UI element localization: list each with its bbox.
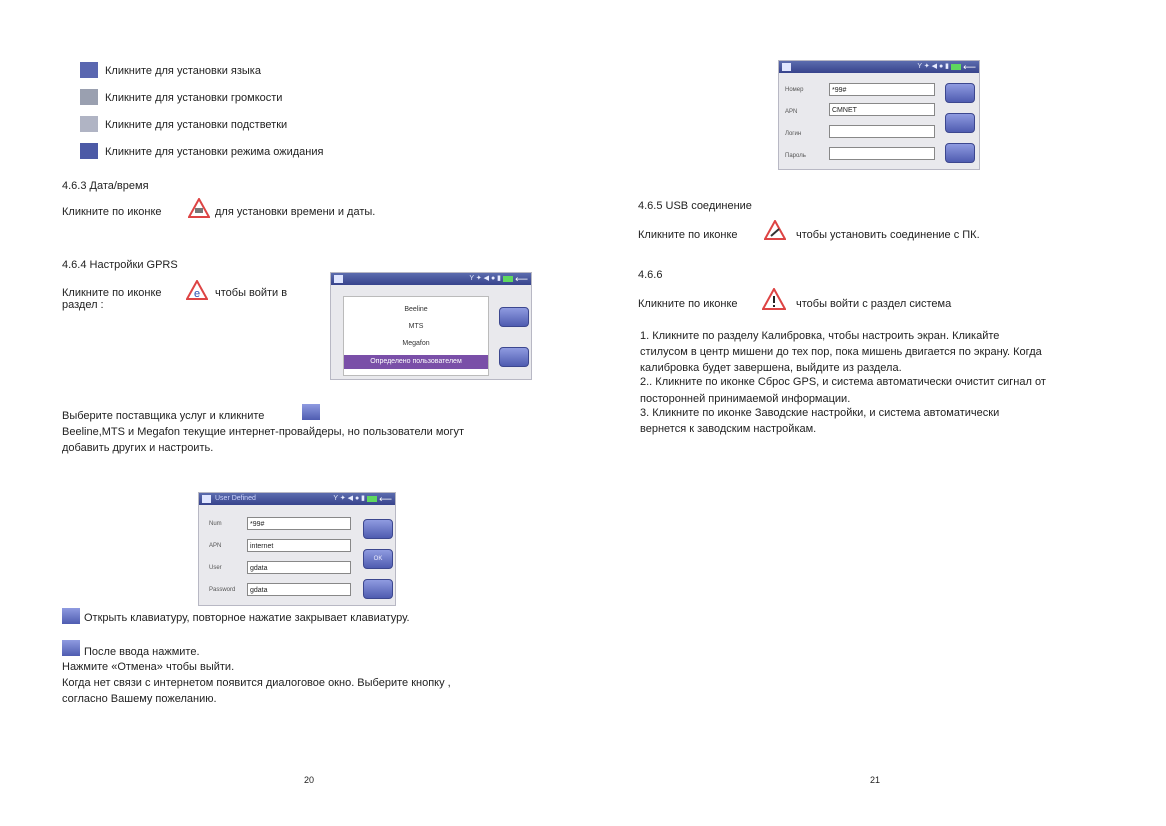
next-button[interactable] (499, 347, 529, 367)
edit-button[interactable] (499, 307, 529, 327)
home-icon (782, 63, 791, 71)
field-label: Номер (785, 87, 804, 93)
screenshot-titlebar (779, 61, 979, 73)
screen-title: User Defined (215, 495, 256, 502)
back-icon: ⟵ (963, 62, 976, 72)
svg-text:e: e (193, 288, 201, 300)
apn-field[interactable]: CMNET (829, 103, 935, 116)
field-label: Password (209, 587, 236, 593)
cancel-text: Нажмите «Отмена» чтобы выйти. (62, 661, 235, 673)
usb-icon (764, 220, 786, 240)
home-icon (202, 495, 211, 503)
provider-item[interactable]: MTS (408, 323, 424, 330)
status-icons: Y ✦ ◀ ● ▮ (469, 275, 501, 282)
cancel-button[interactable] (363, 579, 393, 599)
russian-form-screenshot (778, 60, 980, 170)
instruction-line: вернется к заводским настройкам. (640, 423, 817, 435)
screenshot-titlebar (331, 273, 531, 285)
datetime-text-after: для установки времени и даты. (215, 206, 376, 218)
instruction-line: стилусом в центр мишени до тех пор, пока мишень двигается по экрану. Когда (640, 346, 1042, 358)
keyboard-icon (62, 608, 80, 624)
ok-small-icon (62, 640, 80, 656)
after-input-text: После ввода нажмите. (84, 646, 200, 658)
warning-icon (762, 288, 786, 310)
standby-icon (80, 143, 98, 159)
field-label: APN (209, 543, 222, 549)
page-number-right: 21 (870, 775, 881, 785)
keyboard-button[interactable] (945, 83, 975, 103)
provider-item-selected[interactable]: Определено пользователем (344, 355, 488, 369)
edit-small-icon (302, 404, 320, 420)
icon-item-text: Кликните для установки языка (105, 65, 261, 77)
icon-item-text: Кликните для установки громкости (105, 92, 283, 104)
backlight-icon (80, 116, 98, 132)
battery-icon (951, 64, 961, 70)
gprs-text-line2: раздел : (62, 299, 104, 311)
system-text-before: Кликните по иконке (638, 298, 738, 310)
status-icons: Y ✦ ◀ ● ▮ (333, 495, 365, 502)
ok-button[interactable]: OK (363, 549, 393, 569)
language-icon (80, 62, 98, 78)
screenshot-titlebar (199, 493, 395, 505)
provider-screenshot (330, 272, 532, 380)
back-icon: ⟵ (379, 494, 392, 504)
number-field[interactable]: *99# (829, 83, 935, 96)
volume-icon (80, 89, 98, 105)
user-defined-screenshot (198, 492, 396, 606)
login-field[interactable] (829, 125, 935, 138)
instruction-line: калибровка будет завершена, выйдите из раздела. (640, 362, 902, 374)
instruction-line: посторонней принимаемой информации. (640, 393, 851, 405)
num-field[interactable]: *99# (247, 517, 351, 530)
battery-icon (367, 496, 377, 502)
instruction-line: 1. Кликните по разделу Калибровка, чтобы настроить экран. Кликайте (640, 330, 1000, 342)
keyboard-text: Открыть клавиатуру, повторное нажатие закрывает клавиатуру. (84, 612, 410, 624)
provider-list (343, 296, 489, 376)
cancel-button[interactable] (945, 143, 975, 163)
icon-item-text: Кликните для установки подстветки (105, 119, 288, 131)
field-label: APN (785, 109, 798, 115)
field-label: Логин (785, 131, 802, 137)
field-label: User (209, 565, 222, 571)
providers-text: Beeline,MTS и Megafon текущие интернет-провайдеры, но пользователи могут (62, 426, 465, 438)
apn-field[interactable]: internet (247, 539, 351, 552)
system-text-after: чтобы войти с раздел система (796, 298, 952, 310)
section-title-datetime: 4.6.3 Дата/время (62, 180, 149, 192)
datetime-icon (188, 198, 210, 218)
no-connection-text-2: согласно Вашему пожеланию. (62, 693, 217, 705)
home-icon (334, 275, 343, 283)
password-field[interactable]: gdata (247, 583, 351, 596)
provider-item[interactable]: Megafon (402, 340, 430, 347)
no-connection-text: Когда нет связи с интернетом появится диалоговое окно. Выберите кнопку , (62, 677, 451, 689)
usb-text-before: Кликните по иконке (638, 229, 738, 241)
password-field[interactable] (829, 147, 935, 160)
provider-item[interactable]: Beeline (404, 306, 428, 313)
user-field[interactable]: gdata (247, 561, 351, 574)
ok-button[interactable] (945, 113, 975, 133)
usb-text-after: чтобы установить соединение с ПК. (796, 229, 980, 241)
instruction-line: 3. Кликните по иконке Заводские настройки, и система автоматически (640, 407, 1000, 419)
providers-text-2: добавить других и настроить. (62, 442, 214, 454)
gprs-icon (186, 280, 208, 300)
field-label: Num (209, 521, 222, 527)
page-number-left: 20 (304, 775, 315, 785)
field-label: Пароль (785, 153, 806, 159)
section-title-system: 4.6.6 (638, 269, 663, 281)
gprs-text-after: чтобы войти в (215, 287, 288, 299)
section-title-usb: 4.6.5 USB соединение (638, 200, 752, 212)
status-icons: Y ✦ ◀ ● ▮ (917, 63, 949, 70)
icon-item-text: Кликните для установки режима ожидания (105, 146, 324, 158)
instruction-line: 2.. Кликните по иконке Сброс GPS, и система автоматически очистит сигнал от (640, 376, 1046, 388)
choose-provider-text: Выберите поставщика услуг и кликните (62, 410, 265, 422)
keyboard-button[interactable] (363, 519, 393, 539)
back-icon: ⟵ (515, 274, 528, 284)
datetime-text-before: Кликните по иконке (62, 206, 162, 218)
gprs-text-before: Кликните по иконке (62, 287, 162, 299)
section-title-gprs: 4.6.4 Настройки GPRS (62, 259, 178, 271)
battery-icon (503, 276, 513, 282)
